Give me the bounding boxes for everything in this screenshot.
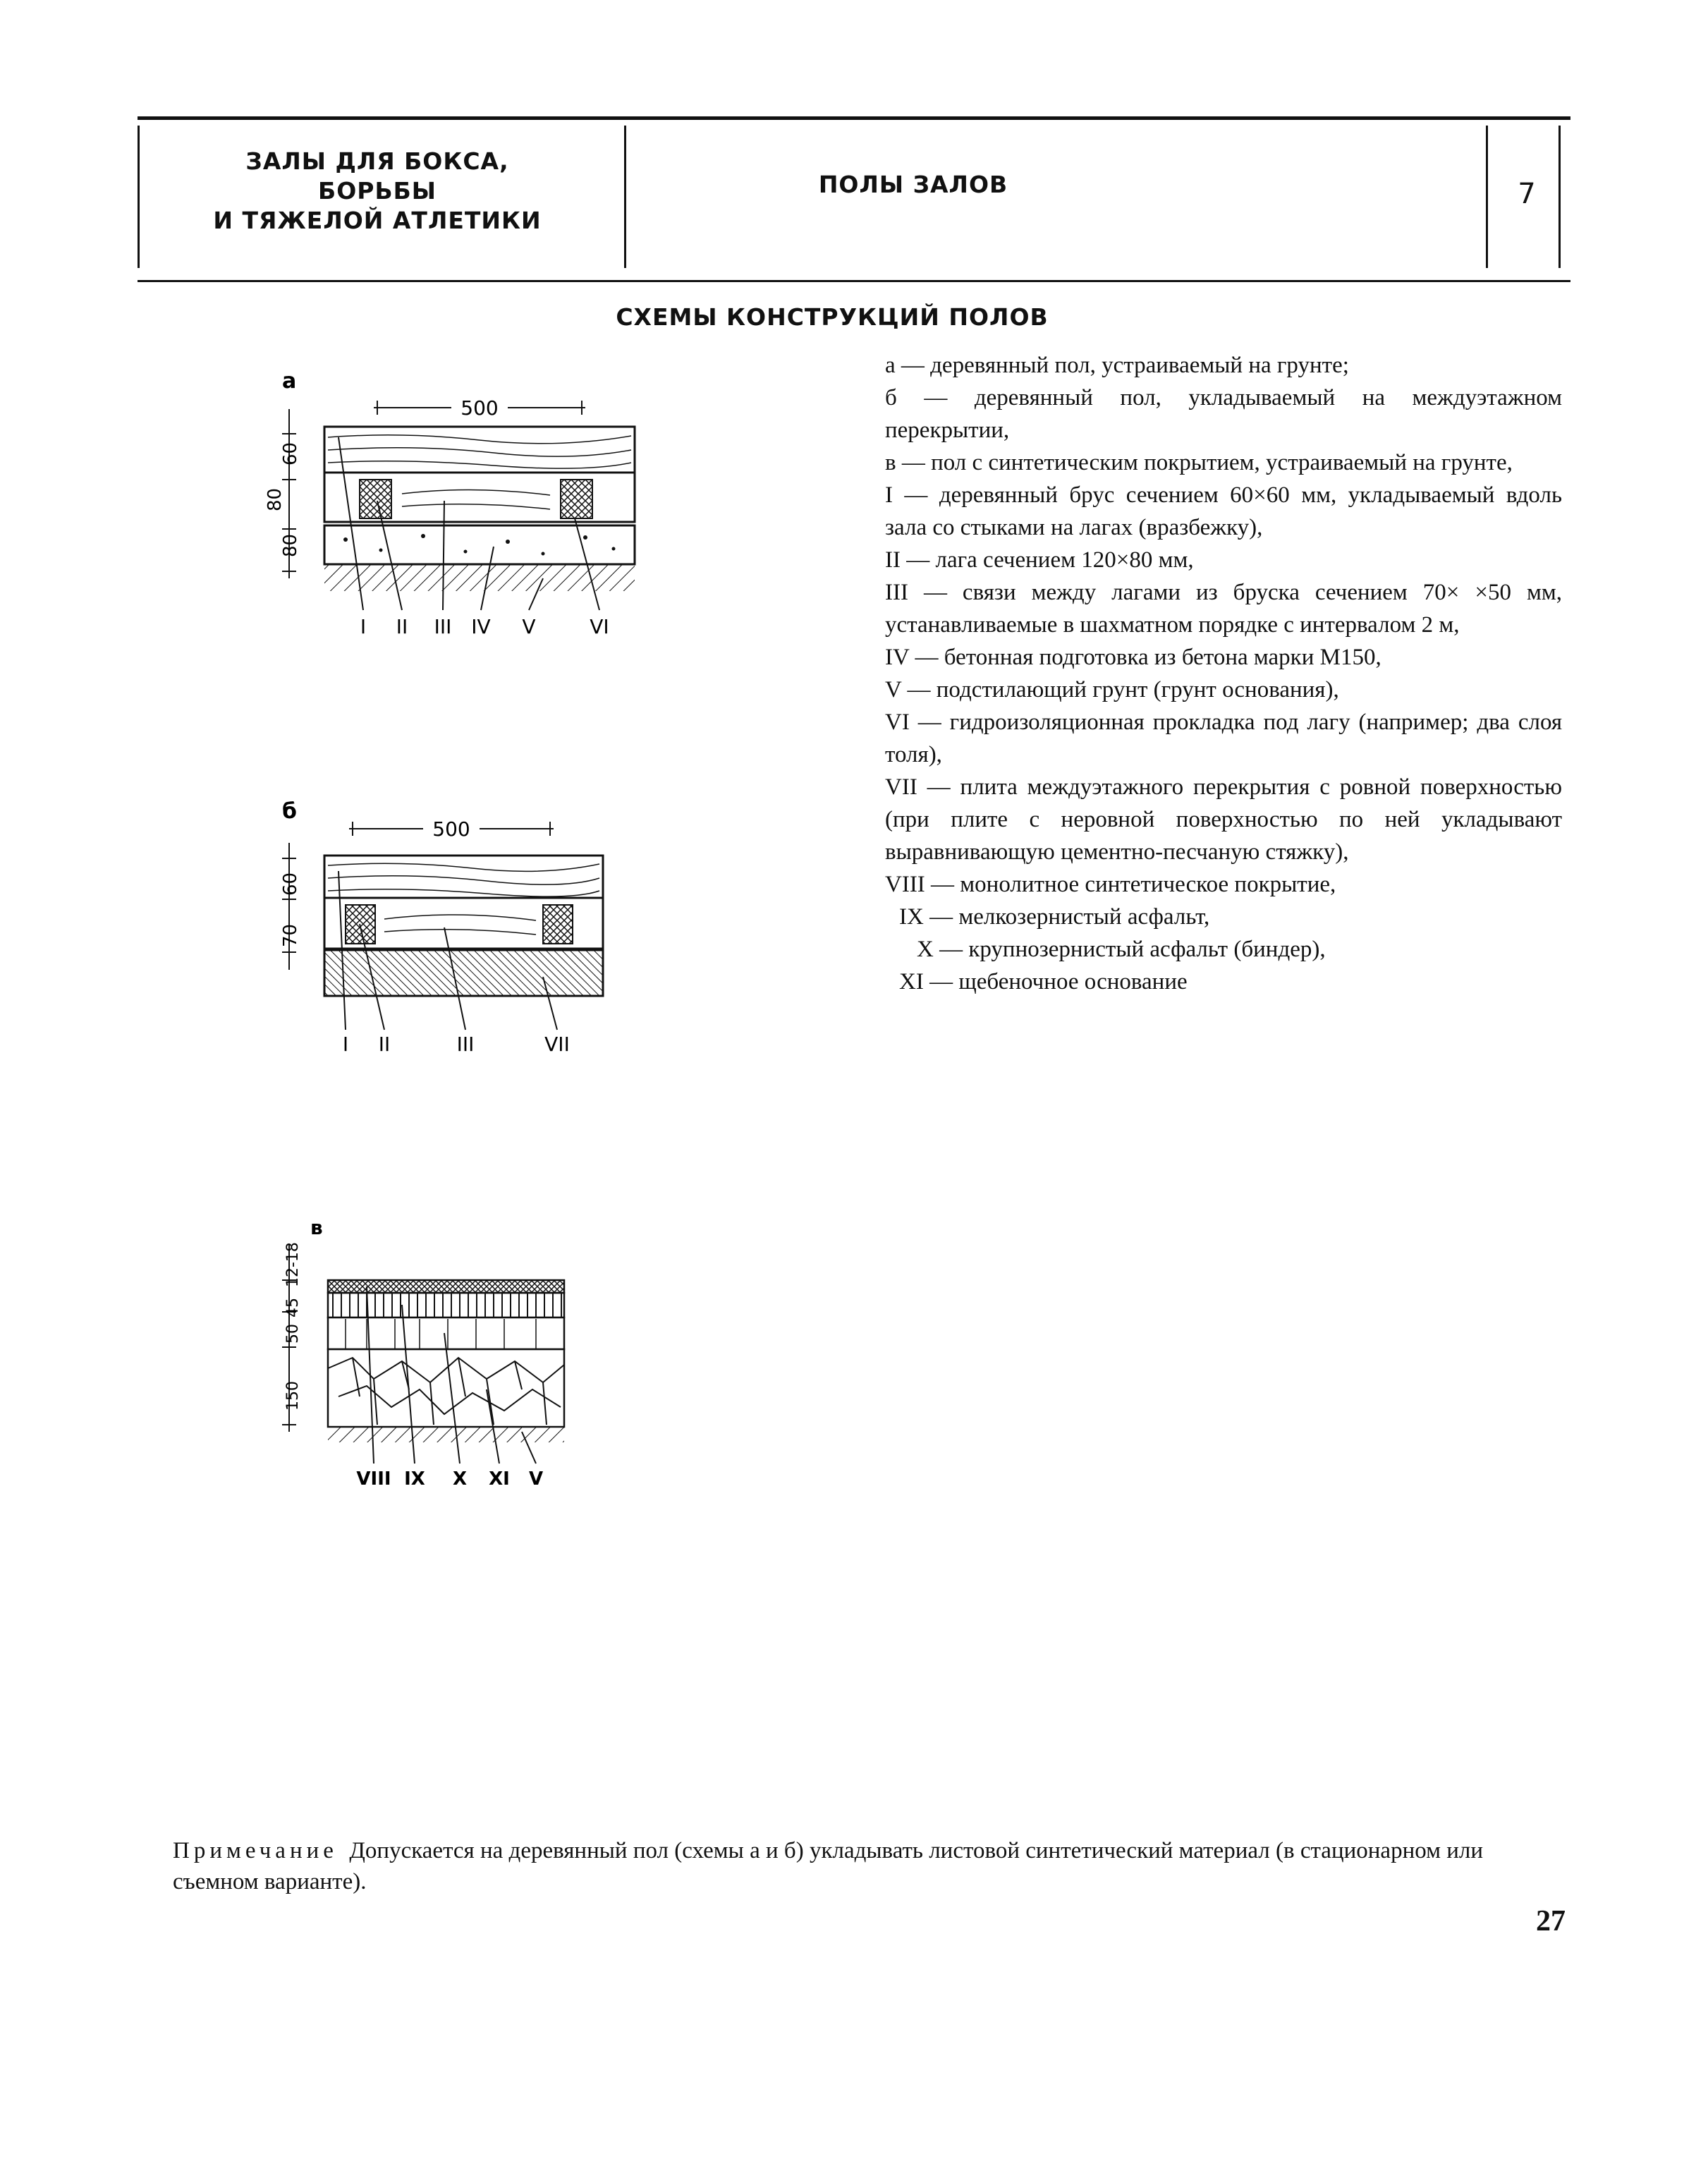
section-title: СХЕМЫ КОНСТРУКЦИЙ ПОЛОВ (616, 303, 1049, 331)
board-layer (324, 427, 635, 473)
marker-label: V (522, 615, 536, 638)
header-category-line: ЗАЛЫ ДЛЯ БОКСА, (245, 147, 509, 175)
height-dimension: 12-18 (284, 1242, 302, 1287)
legend-item: X — крупнозернистый асфальт (биндер), (917, 937, 1326, 962)
header-category-line: БОРЬБЫ (318, 177, 437, 205)
legend-item: в — пол с синтетическим покрытием, устраиваемый на грунте, (885, 450, 1513, 475)
marker-label: II (378, 1033, 391, 1056)
legend-item: а — деревянный пол, устраиваемый на грунте; (885, 353, 1349, 378)
page-number: 27 (1536, 1905, 1566, 1937)
page-header (138, 116, 1570, 268)
header-category-line: И ТЯЖЕЛОЙ АТЛЕТИКИ (213, 207, 542, 234)
width-dimension: 500 (460, 396, 499, 420)
marker-label: I (342, 1033, 349, 1056)
marker-label: VII (544, 1033, 570, 1056)
synthetic-layer (328, 1280, 564, 1293)
width-dimension: 500 (432, 817, 470, 841)
legend-item: б — деревянный пол, укладываемый на междуэтажном перекрытии, (885, 385, 1562, 443)
height-dimension: 60 (280, 872, 301, 896)
legend-item: IV — бетонная подготовка из бетона марки М150, (885, 645, 1381, 670)
height-dimension: 80 (264, 487, 286, 511)
footnote (173, 1835, 1555, 1897)
marker-label: X (452, 1468, 468, 1490)
marker-label: IV (471, 615, 491, 638)
height-dimension: 50 (284, 1324, 302, 1344)
header-divider (1486, 126, 1488, 268)
height-dimension: 60 (280, 442, 301, 466)
marker-label: VIII (356, 1468, 391, 1490)
legend-item: I — деревянный брус сечением 60×60 мм, укладываемый вдоль зала со стыками на лагах (вразбежку), (885, 482, 1562, 540)
legend-item: VI — гидроизоляционная прокладка под лагу (например; два слоя толя), (885, 710, 1562, 767)
legend-item: VIII — монолитное синтетическое покрытие, (885, 872, 1336, 897)
height-dimension: 150 (284, 1381, 302, 1411)
legend-item: III — связи между лагами из бруска сечением 70× ×50 мм, устанавливаемые в шахматном порядке с интервалом 2 м, (885, 580, 1562, 638)
marker-label: IX (404, 1468, 425, 1490)
height-dimension: 70 (280, 923, 301, 947)
marker-label: VI (590, 615, 609, 638)
figure-letter: а (282, 369, 297, 394)
legend-item: V — подстилающий грунт (грунт основания), (885, 677, 1339, 702)
footnote-label: Примечание (173, 1838, 338, 1863)
header-divider (138, 126, 140, 268)
concrete-layer (324, 525, 635, 564)
figure-letter: в (310, 1216, 323, 1239)
footnote-text: Допускается на деревянный пол (схемы а и б) укладывать листовой синтетический материал (в стационарном или съемном варианте). (173, 1838, 1484, 1894)
header-sheet-number: 7 (1518, 178, 1536, 210)
figure-letter: б (282, 799, 297, 824)
legend-item: IX — мелкозернистый асфальт, (899, 904, 1210, 930)
height-dimension: 45 (284, 1298, 302, 1318)
gravel-layer (328, 1349, 564, 1427)
legend (885, 349, 1562, 998)
fine-asphalt-layer (328, 1293, 564, 1318)
marker-label: III (434, 615, 452, 638)
height-dimension: 80 (280, 533, 301, 557)
slab-layer (324, 950, 603, 996)
legend-item: XI — щебеночное основание (899, 969, 1188, 994)
marker-label: XI (489, 1468, 510, 1490)
soil-layer (328, 1427, 564, 1442)
header-divider (624, 126, 626, 268)
header-category (145, 147, 610, 236)
marker-label: I (360, 615, 367, 638)
marker-label: II (396, 615, 408, 638)
header-topic: ПОЛЫ ЗАЛОВ (818, 171, 1008, 198)
marker-label: V (528, 1468, 544, 1490)
header-rule (138, 280, 1570, 282)
figure-a (261, 367, 656, 642)
legend-item: II — лага сечением 120×80 мм, (885, 547, 1194, 573)
legend-item: VII — плита междуэтажного перекрытия с ровной поверхностью (при плите с неровной поверхностью по ней укладывают выравнивающую цементно-песчаную стяжку), (885, 774, 1562, 865)
marker-label: III (456, 1033, 475, 1056)
figure-b (261, 793, 642, 1061)
figure-v (261, 1213, 585, 1495)
